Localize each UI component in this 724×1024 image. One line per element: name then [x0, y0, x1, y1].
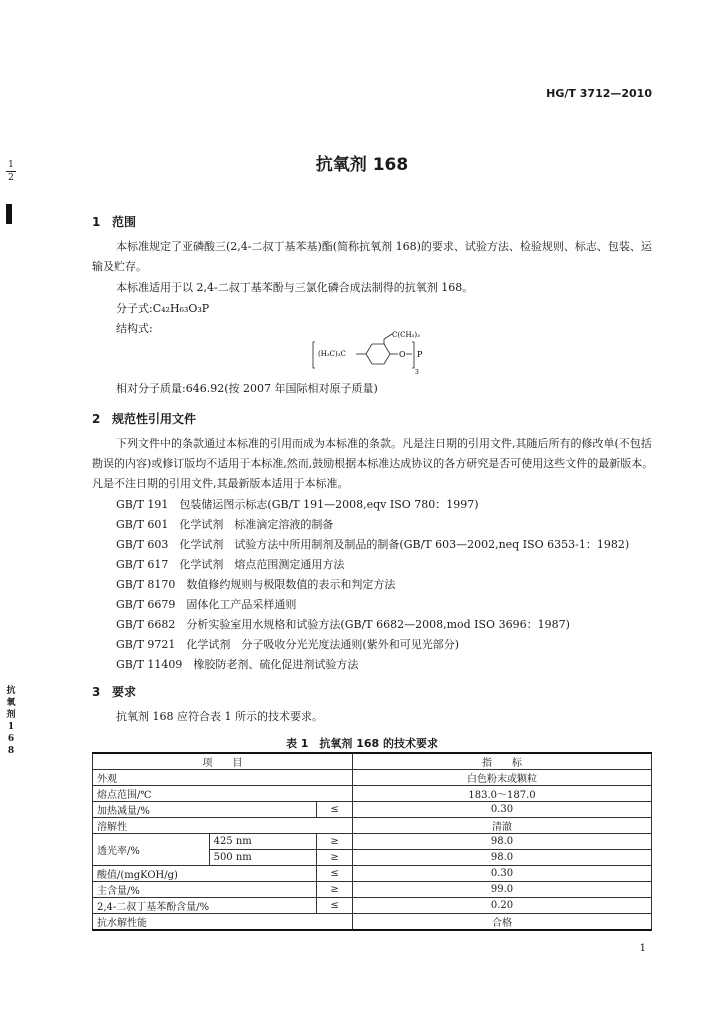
row-label: 熔点范围/℃	[93, 786, 353, 802]
table-title: 表 1 抗氧剂 168 的技术要求	[285, 737, 439, 750]
structural-formula	[312, 328, 432, 376]
table-row	[93, 818, 652, 834]
phosphorus-label: P	[417, 350, 423, 359]
fraction-denominator: 2	[8, 173, 14, 183]
section-title: 规范性引用文件	[112, 412, 197, 426]
wavelength: 500 nm	[209, 850, 317, 866]
scope-paragraph: 本标准规定了亚磷酸三(2,4-二叔丁基苯基)酯(简称抗氧剂 168)的要求、试验方法、检验规则、标志、包装、运输及贮存。	[92, 240, 652, 273]
row-operator: ≥	[317, 834, 353, 850]
oxygen-label: O	[399, 350, 406, 359]
reference-item: GB/T 6682 分析实验室用水规格和试验方法(GB/T 6682—2008,mod ISO 3696：1987)	[116, 618, 570, 631]
row-value: 0.30	[353, 802, 652, 818]
top-group-label: C(CH₃)₃	[392, 331, 420, 339]
section-1-heading	[92, 213, 136, 230]
section-title: 要求	[112, 685, 137, 699]
left-group-label: (H₃C)₃C	[318, 350, 346, 358]
section-number: 1	[92, 215, 101, 229]
row-value: 清澈	[353, 818, 652, 834]
table-row	[93, 914, 652, 931]
table-row	[93, 834, 652, 850]
bracket-subscript: 3	[415, 369, 419, 376]
reference-item: GB/T 601 化学试剂 标准滴定溶液的制备	[116, 518, 334, 531]
row-label: 抗水解性能	[93, 914, 353, 931]
reference-item: GB/T 6679 固体化工产品采样通则	[116, 598, 297, 611]
page-title: 抗氧剂 168	[315, 155, 409, 175]
vertical-char: 8	[7, 746, 15, 756]
row-label: 外观	[93, 770, 353, 786]
reference-item: GB/T 9721 化学试剂 分子吸收分光光度法通则(紫外和可见光部分)	[116, 638, 459, 651]
row-operator: ≥	[317, 882, 353, 898]
margin-marker	[6, 204, 12, 224]
reference-item: GB/T 603 化学试剂 试验方法中所用制剂及制品的制备(GB/T 603—2002,neq ISO 6353-1：1982)	[116, 538, 630, 551]
row-label: 酸值/(mgKOH/g)	[93, 866, 317, 882]
vertical-char: 剂	[6, 710, 16, 720]
benzene-ring	[366, 344, 390, 364]
header-index: 指 标	[353, 753, 652, 770]
vertical-char: 1	[7, 722, 15, 732]
row-operator: ≤	[317, 866, 353, 882]
formula-line	[116, 300, 209, 316]
reference-item: GB/T 11409 橡胶防老剂、硫化促进剂试验方法	[116, 658, 359, 671]
applicability-line: 本标准适用于以 2,4-二叔丁基苯酚与三氯化磷合成法制得的抗氧剂 168。	[116, 281, 474, 294]
row-value: 183.0～187.0	[353, 786, 652, 802]
vertical-char: 抗	[6, 686, 16, 696]
table-row	[93, 802, 652, 818]
row-value: 合格	[353, 914, 652, 931]
row-operator: ≤	[317, 898, 353, 914]
reference-item: GB/T 191 包装储运图示标志(GB/T 191—2008,eqv ISO 780：1997)	[116, 498, 479, 511]
row-value: 0.20	[353, 898, 652, 914]
section-2-heading	[92, 410, 196, 427]
spec-table	[92, 752, 652, 931]
reference-item: GB/T 617 化学试剂 熔点范围测定通用方法	[116, 558, 345, 571]
table-row	[93, 866, 652, 882]
row-label: 透光率/%	[93, 834, 210, 866]
section-number: 3	[92, 685, 101, 699]
row-operator: ≤	[317, 802, 353, 818]
formula-label: 分子式:	[116, 302, 153, 315]
structure-label: 结构式:	[116, 322, 153, 335]
section-number: 2	[92, 412, 101, 426]
row-label: 2,4-二叔丁基苯酚含量/%	[93, 898, 317, 914]
row-operator: ≥	[317, 850, 353, 866]
section-title: 范围	[112, 215, 137, 229]
page-number: 1	[639, 943, 646, 954]
table-row	[93, 770, 652, 786]
fraction-numerator: 1	[8, 160, 14, 170]
document-code: HG/T 3712—2010	[546, 87, 652, 100]
row-label: 主含量/%	[93, 882, 317, 898]
molecular-mass-line: 相对分子质量:646.92(按 2007 年国际相对原子质量)	[116, 382, 378, 395]
row-value: 白色粉末或颗粒	[353, 770, 652, 786]
row-label: 溶解性	[93, 818, 353, 834]
section-3-heading	[92, 683, 136, 700]
vertical-char: 氧	[6, 698, 16, 708]
row-label: 加热减量/%	[93, 802, 317, 818]
row-value: 0.30	[353, 866, 652, 882]
reference-item: GB/T 8170 数值修约规则与极限数值的表示和判定方法	[116, 578, 396, 591]
header-item: 项 目	[93, 753, 353, 770]
molecular-formula: C₄₂H₆₃O₃P	[152, 302, 210, 315]
table-row	[93, 898, 652, 914]
row-value: 99.0	[353, 882, 652, 898]
normative-paragraph: 下列文件中的条款通过本标准的引用而成为本标准的条款。凡是注日期的引用文件,其随后所有的修改单(不包括勘误的内容)或修订版均不适用于本标准,然而,鼓励根据本标准达成协议的各方研究是否可使用这些文件的最新版本。凡是不注日期的引用文件,其最新版本适用于本标准。	[92, 437, 654, 490]
table-header-row	[93, 753, 652, 770]
bond-top	[384, 334, 392, 339]
wavelength: 425 nm	[209, 834, 317, 850]
vertical-char: 6	[7, 734, 15, 744]
requirements-line: 抗氧剂 168 应符合表 1 所示的技术要求。	[116, 710, 323, 723]
bracket-left	[313, 342, 315, 368]
table-row	[93, 882, 652, 898]
row-value: 98.0	[353, 834, 652, 850]
bracket-right	[412, 342, 414, 368]
table-row	[93, 786, 652, 802]
row-value: 98.0	[353, 850, 652, 866]
